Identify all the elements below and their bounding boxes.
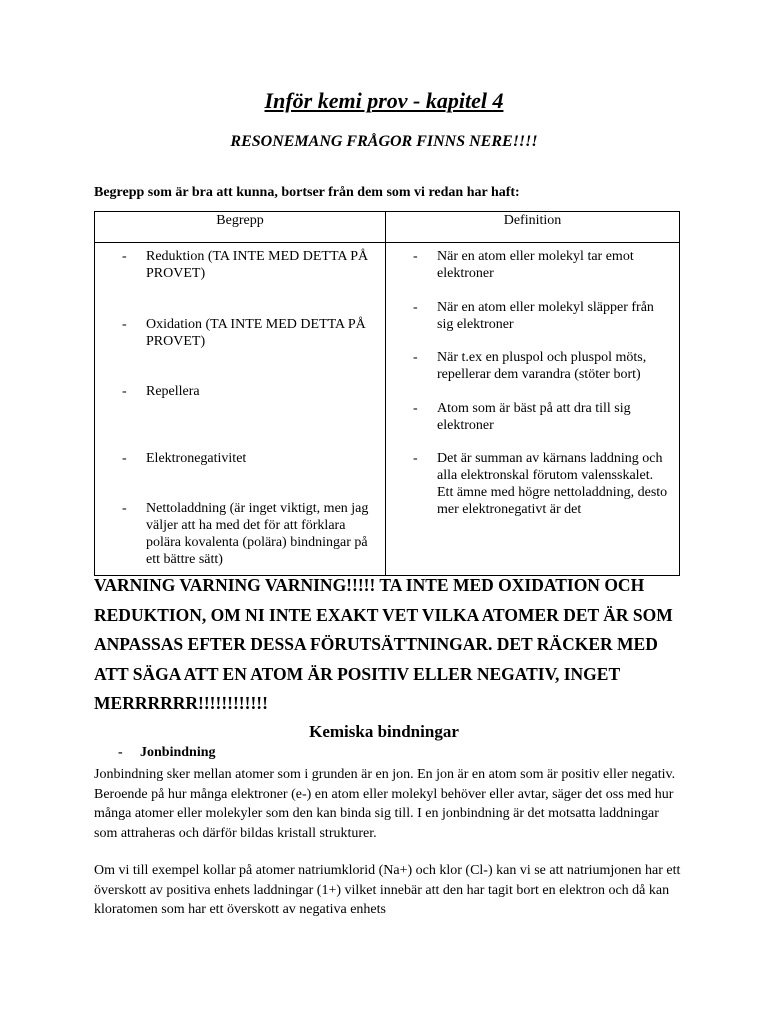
definition-item: - Atom som är bäst på att dra till sig elektroner [413, 400, 671, 434]
table-row [95, 243, 680, 576]
term-text: Oxidation (TA INTE MED DETTA PÅ PROVET) [146, 317, 366, 349]
definition-text: När en atom eller molekyl släpper från sig elektroner [437, 300, 654, 332]
body-paragraph: Om vi till exempel kollar på atomer natriumklorid (Na+) och klor (Cl-) kan vi se att natriumjonen har ett överskott av positiva enhets laddningar (1+) vilket innebär att den har tagit bort en elektron och då kan kloratomen som har ett överskott av negativa enhets [94, 863, 681, 917]
document-subtitle: RESONEMANG FRÅGOR FINNS NERE!!!! [230, 133, 538, 150]
subsection-heading: - Jonbindning [118, 745, 216, 760]
definition-text: Det är summan av kärnans laddning och alla elektronskal förutom valensskalet. Ett ämne med högre nettoladdning, desto mer elektronegativt är det [437, 451, 668, 517]
body-paragraph: Jonbindning sker mellan atomer som i grunden är en jon. En jon är en atom som är positiv eller negativ. Beroende på hur många elektroner (e-) en atom eller molekyl behöver eller avtar, säger det oss med hur många atomer eller molekyler som den kan binda sig till. I en jonbindning är det motsatta laddningar som attraheras och därför bildas kristall strukturer. [94, 767, 676, 841]
definition-item: - När en atom eller molekyl tar emot elektroner [413, 248, 671, 282]
definition-item: - När en atom eller molekyl släpper från sig elektroner [413, 299, 671, 333]
intro-text: Begrepp som är bra att kunna, bortser från dem som vi redan har haft: [94, 185, 520, 200]
term-item: - Reduktion (TA INTE MED DETTA PÅ PROVET) [122, 248, 372, 282]
terms-table [94, 211, 680, 576]
subsection-label: Jonbindning [140, 745, 216, 760]
table-header-row [95, 212, 680, 243]
terms-cell [95, 243, 386, 576]
term-item: - Repellera [122, 383, 372, 400]
column-header-term: Begrepp [95, 212, 386, 243]
document-title: Inför kemi prov - kapitel 4 [264, 88, 504, 113]
term-text: Elektronegativitet [146, 451, 247, 466]
warning-text: VARNING VARNING VARNING!!!!! TA INTE MED OXIDATION OCH REDUKTION, OM NI INTE EXAKT VET VILKA ATOMER DET ÄR SOM ANPASSAS EFTER DESSA FÖRUTSÄTTNINGAR. DET RÄCKER MED ATT SÄGA ATT EN ATOM ÄR POSITIV ELLER NEGATIV, INGET MERRRRRR!!!!!!!!!!!! [94, 575, 673, 713]
column-header-definition: Definition [386, 212, 680, 243]
term-item: - Nettoladdning (är inget viktigt, men jag väljer att ha med det för att förklara polära kovalenta (polära) bindningar på ett bättre sätt) [122, 500, 372, 568]
term-item: - Oxidation (TA INTE MED DETTA PÅ PROVET) [122, 316, 372, 350]
term-text: Nettoladdning (är inget viktigt, men jag väljer att ha med det för att förklara polära kovalenta (polära) bindningar på ett bättre sätt) [146, 501, 369, 567]
definitions-cell [386, 243, 680, 576]
definition-text: När en atom eller molekyl tar emot elektroner [437, 249, 634, 281]
term-item: - Elektronegativitet [122, 450, 372, 467]
section-heading: Kemiska bindningar [309, 722, 459, 741]
term-text: Repellera [146, 384, 200, 399]
term-text: Reduktion (TA INTE MED DETTA PÅ PROVET) [146, 249, 369, 281]
definition-text: När t.ex en pluspol och pluspol möts, repellerar dem varandra (stöter bort) [437, 350, 647, 382]
definition-item: - När t.ex en pluspol och pluspol möts, repellerar dem varandra (stöter bort) [413, 349, 671, 383]
definition-item: - Det är summan av kärnans laddning och alla elektronskal förutom valensskalet. Ett ämne med högre nettoladdning, desto mer elektronegativt är det [413, 450, 671, 518]
definition-text: Atom som är bäst på att dra till sig elektroner [437, 401, 631, 433]
